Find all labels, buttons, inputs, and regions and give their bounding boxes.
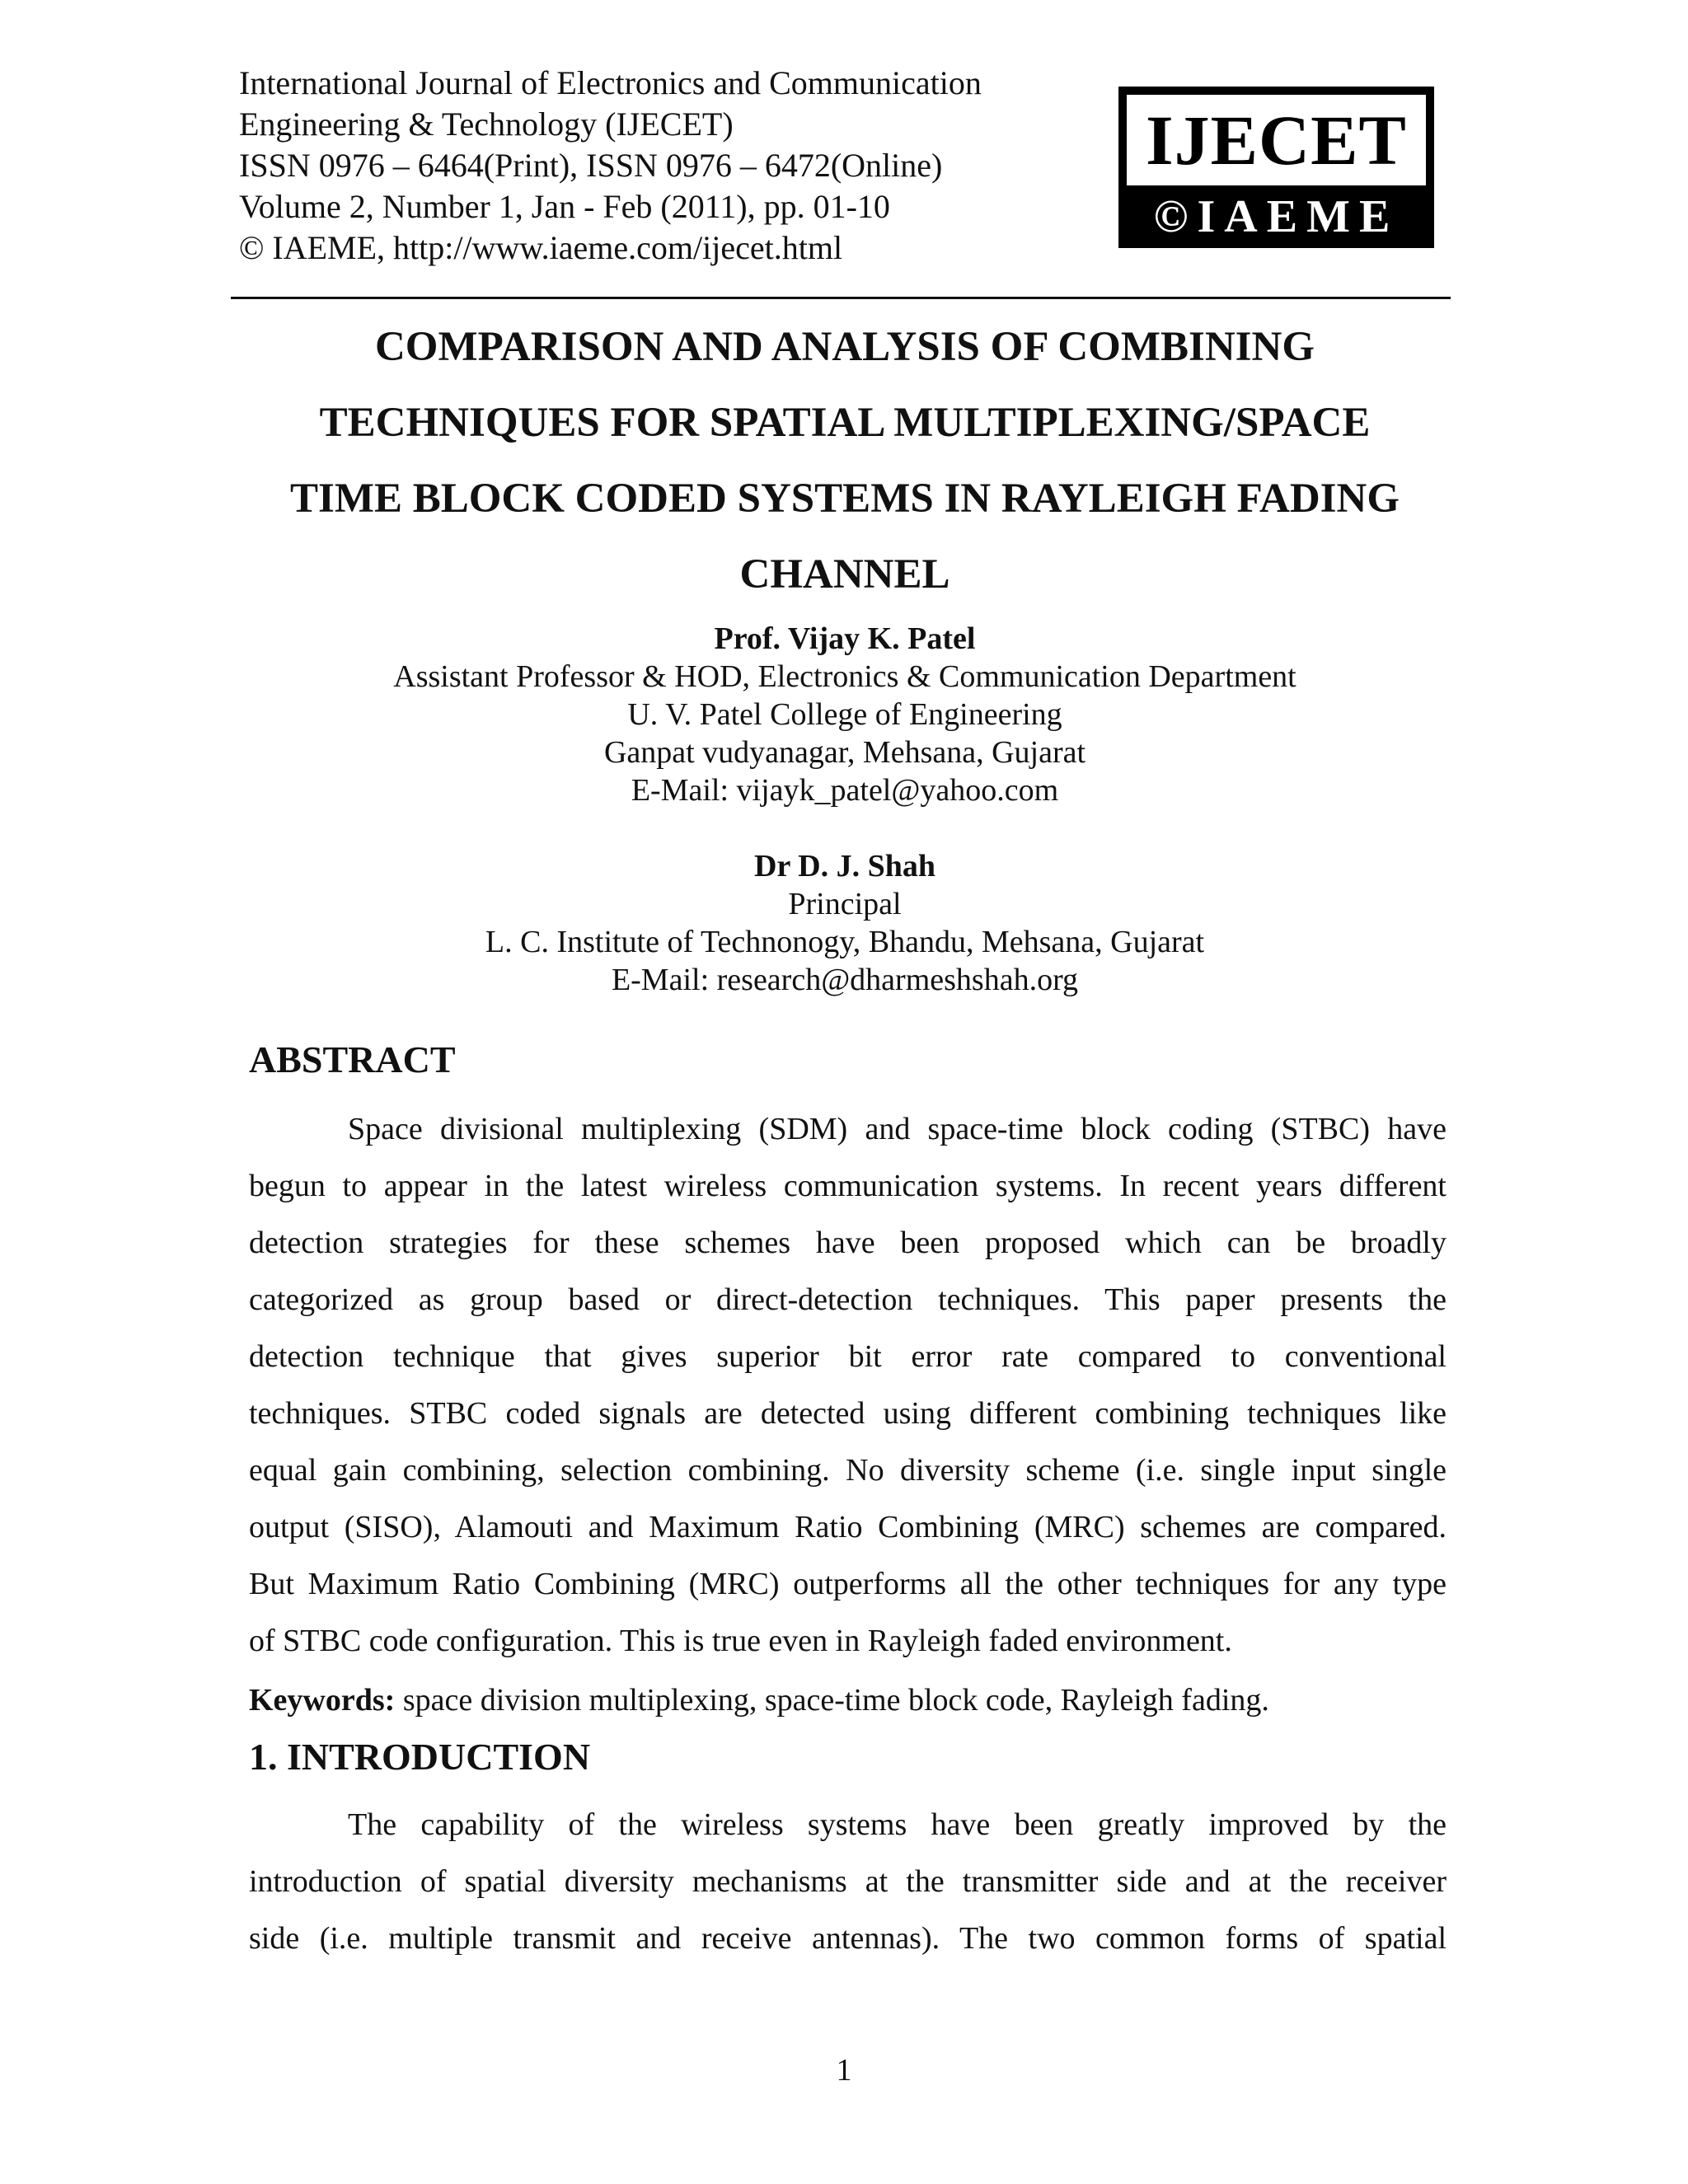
paper-title-line: COMPARISON AND ANALYSIS OF COMBINING [374, 324, 1315, 370]
keywords-text: space division multiplexing, space-time block code, Rayleigh fading. [395, 1683, 1269, 1718]
introduction-line: introduction of spatial diversity mechanisms at the transmitter side and at the receiver [249, 1864, 1447, 1899]
author-block [239, 620, 1451, 809]
journal-info-line: Engineering & Technology (IJECET) [239, 105, 734, 143]
abstract-line: of STBC code configuration. This is true even in Rayleigh faded environment. [249, 1624, 1232, 1658]
abstract-line: Space divisional multiplexing (SDM) and space-time block coding (STBC) have [348, 1112, 1447, 1146]
abstract-body [249, 1101, 1447, 1670]
journal-logo-title: IJECET [1127, 95, 1426, 185]
abstract-heading: ABSTRACT [249, 1038, 456, 1080]
abstract-line: detection technique that gives superior bit error rate compared to conventional [249, 1339, 1447, 1374]
abstract-line: detection strategies for these schemes have been proposed which can be broadly [249, 1226, 1447, 1260]
keywords [249, 1677, 1447, 1723]
author-email: E-Mail: vijayk_patel@yahoo.com [631, 773, 1059, 808]
abstract-line: begun to appear in the latest wireless communication systems. In recent years different [249, 1169, 1447, 1203]
journal-info-line: ISSN 0976 – 6464(Print), ISSN 0976 – 6472(Online) [239, 147, 943, 184]
author-affiliation-line: Principal [788, 887, 902, 921]
introduction-line: The capability of the wireless systems have been greatly improved by the [348, 1807, 1447, 1842]
author-email: E-Mail: research@dharmeshshah.org [611, 963, 1079, 997]
introduction-heading: 1. INTRODUCTION [249, 1736, 591, 1778]
keywords-label: Keywords: [249, 1683, 396, 1718]
paper-title-line: TIME BLOCK CODED SYSTEMS IN RAYLEIGH FADING [289, 476, 1400, 522]
introduction-line: side (i.e. multiple transmit and receive antennas). The two common forms of spatial [249, 1921, 1447, 1956]
abstract-line: equal gain combining, selection combining. No diversity scheme (i.e. single input single [249, 1453, 1447, 1488]
abstract-line: categorized as group based or direct-detection techniques. This paper presents the [249, 1282, 1447, 1317]
journal-info [239, 63, 1063, 269]
author-name: Dr D. J. Shah [754, 849, 935, 883]
paper-title [239, 309, 1451, 612]
journal-logo [1118, 87, 1434, 248]
journal-logo-publisher: ©IAEME [1153, 191, 1400, 242]
author-name: Prof. Vijay K. Patel [714, 621, 976, 656]
journal-info-line: Volume 2, Number 1, Jan - Feb (2011), pp. 01-10 [239, 188, 890, 225]
author-affiliation-line: U. V. Patel College of Engineering [627, 697, 1062, 732]
abstract-line: output (SISO), Alamouti and Maximum Ratio Combining (MRC) schemes are compared. [249, 1510, 1447, 1544]
journal-info-line: International Journal of Electronics and Communication [239, 64, 982, 101]
author-block [239, 847, 1451, 999]
journal-info-line: © IAEME, http://www.iaeme.com/ijecet.html [239, 229, 843, 266]
paper-title-line: TECHNIQUES FOR SPATIAL MULTIPLEXING/SPACE [319, 400, 1371, 446]
page-number: 1 [836, 2053, 852, 2088]
paper-title-line: CHANNEL [739, 551, 950, 598]
header-rule [231, 297, 1451, 299]
abstract-line: techniques. STBC coded signals are detected using different combining techniques like [249, 1396, 1447, 1431]
author-affiliation-line: Assistant Professor & HOD, Electronics & Communication Department [393, 659, 1296, 694]
abstract-line: But Maximum Ratio Combining (MRC) outperforms all the other techniques for any type [249, 1567, 1447, 1601]
introduction-body [249, 1797, 1447, 1967]
author-affiliation-line: L. C. Institute of Technonogy, Bhandu, Mehsana, Gujarat [485, 925, 1205, 959]
author-affiliation-line: Ganpat vudyanagar, Mehsana, Gujarat [603, 735, 1086, 770]
